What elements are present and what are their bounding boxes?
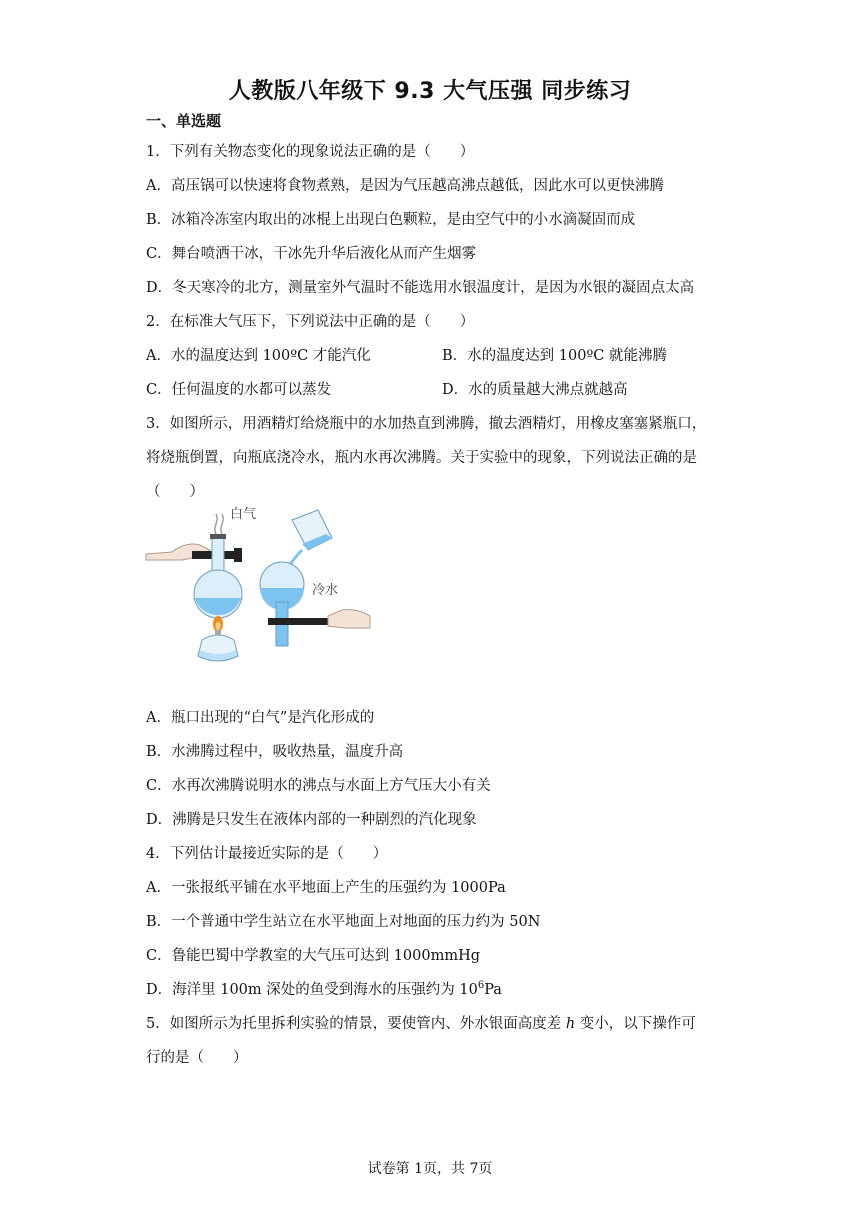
question-5-stem-line-1 [146, 1012, 696, 1033]
question-2-option-d[interactable]: D．水的质量越大沸点就越高 [442, 382, 628, 398]
boiling-flask-figure [142, 498, 372, 674]
option-d-text: D．海洋里 100m 深处的鱼受到海水的压强约为 10 [146, 982, 478, 998]
question-3-option-d[interactable]: D．沸腾是只发生在液体内部的一种剧烈的汽化现象 [146, 812, 477, 828]
right-hand-icon [328, 609, 370, 628]
question-5-stem-text: 5．如图所示为托里拆利实验的情景，要使管内、外水银面高度差 [146, 1016, 562, 1032]
question-4-option-d[interactable] [146, 978, 502, 999]
option-d-exponent: 6 [477, 980, 485, 992]
question-2-option-b[interactable]: B．水的温度达到 100ºC 就能沸腾 [442, 348, 667, 364]
right-clamp-bar [268, 618, 334, 625]
heating-setup [146, 514, 242, 661]
question-2-option-c[interactable]: C．任何温度的水都可以蒸发 [146, 382, 332, 398]
inverted-flask-setup [260, 510, 370, 646]
question-3-option-b[interactable]: B．水沸腾过程中，吸收热量，温度升高 [146, 744, 404, 760]
question-1-option-b[interactable]: B．冰箱冷冻室内取出的冰棍上出现白色颗粒，是由空气中的小水滴凝固而成 [146, 212, 636, 228]
question-3-stem-line-2: 将烧瓶倒置，向瓶底浇冷水，瓶内水再次沸腾。关于实验中的现象，下列说法正确的是 [146, 450, 697, 466]
page-title: 人教版八年级下 9.3 大气压强 同步练习 [228, 79, 632, 104]
steam-icon [215, 514, 223, 534]
question-1-option-c[interactable]: C．舞台喷洒干冰，干冰先升华后液化从而产生烟雾 [146, 246, 477, 262]
question-3-option-a[interactable]: A．瓶口出现的“白气”是汽化形成的 [146, 710, 375, 726]
section-heading: 一、单选题 [146, 112, 222, 130]
option-d-unit: Pa [484, 982, 502, 998]
page-footer: 试卷第 1页，共 7页 [367, 1161, 493, 1177]
height-variable: h [565, 1016, 576, 1032]
question-4-stem: 4．下列估计最接近实际的是（ ） [146, 846, 388, 862]
flask-water [195, 598, 241, 615]
question-4-option-a[interactable]: A．一张报纸平铺在水平地面上产生的压强约为 1000Pa [146, 880, 506, 896]
question-2-option-a[interactable]: A．水的温度达到 100ºC 才能汽化 [146, 348, 371, 364]
steam-label: 白气 [230, 507, 257, 522]
question-5-stem-tail: 变小，以下操作可 [579, 1016, 696, 1032]
question-3-stem-line-1: 3．如图所示，用酒精灯给烧瓶中的水加热直到沸腾，撤去酒精灯，用橡皮塞塞紧瓶口， [146, 416, 707, 432]
question-2-stem: 2．在标准大气压下，下列说法中正确的是（ ） [146, 314, 475, 330]
question-4-option-c[interactable]: C．鲁能巴蜀中学教室的大气压可达到 1000mmHg [146, 948, 481, 964]
question-5-stem-line-2: 行的是（ ） [146, 1050, 248, 1066]
question-1-option-d[interactable]: D．冬天寒冷的北方，测量室外气温时不能选用水银温度计，是因为水银的凝固点太高 [146, 280, 695, 296]
question-4-option-b[interactable]: B．一个普通中学生站立在水平地面上对地面的压力约为 50N [146, 914, 541, 930]
question-1-stem: 1．下列有关物态变化的现象说法正确的是（ ） [146, 144, 475, 160]
cold-water-label: 冷水 [312, 583, 339, 598]
question-3-option-c[interactable]: C．水再次沸腾说明水的沸点与水面上方气压大小有关 [146, 778, 491, 794]
question-3-stem-line-3: （ ） [146, 484, 204, 500]
question-1-option-a[interactable]: A．高压锅可以快速将食物煮熟，是因为气压越高沸点越低，因此水可以更快沸腾 [146, 178, 664, 194]
